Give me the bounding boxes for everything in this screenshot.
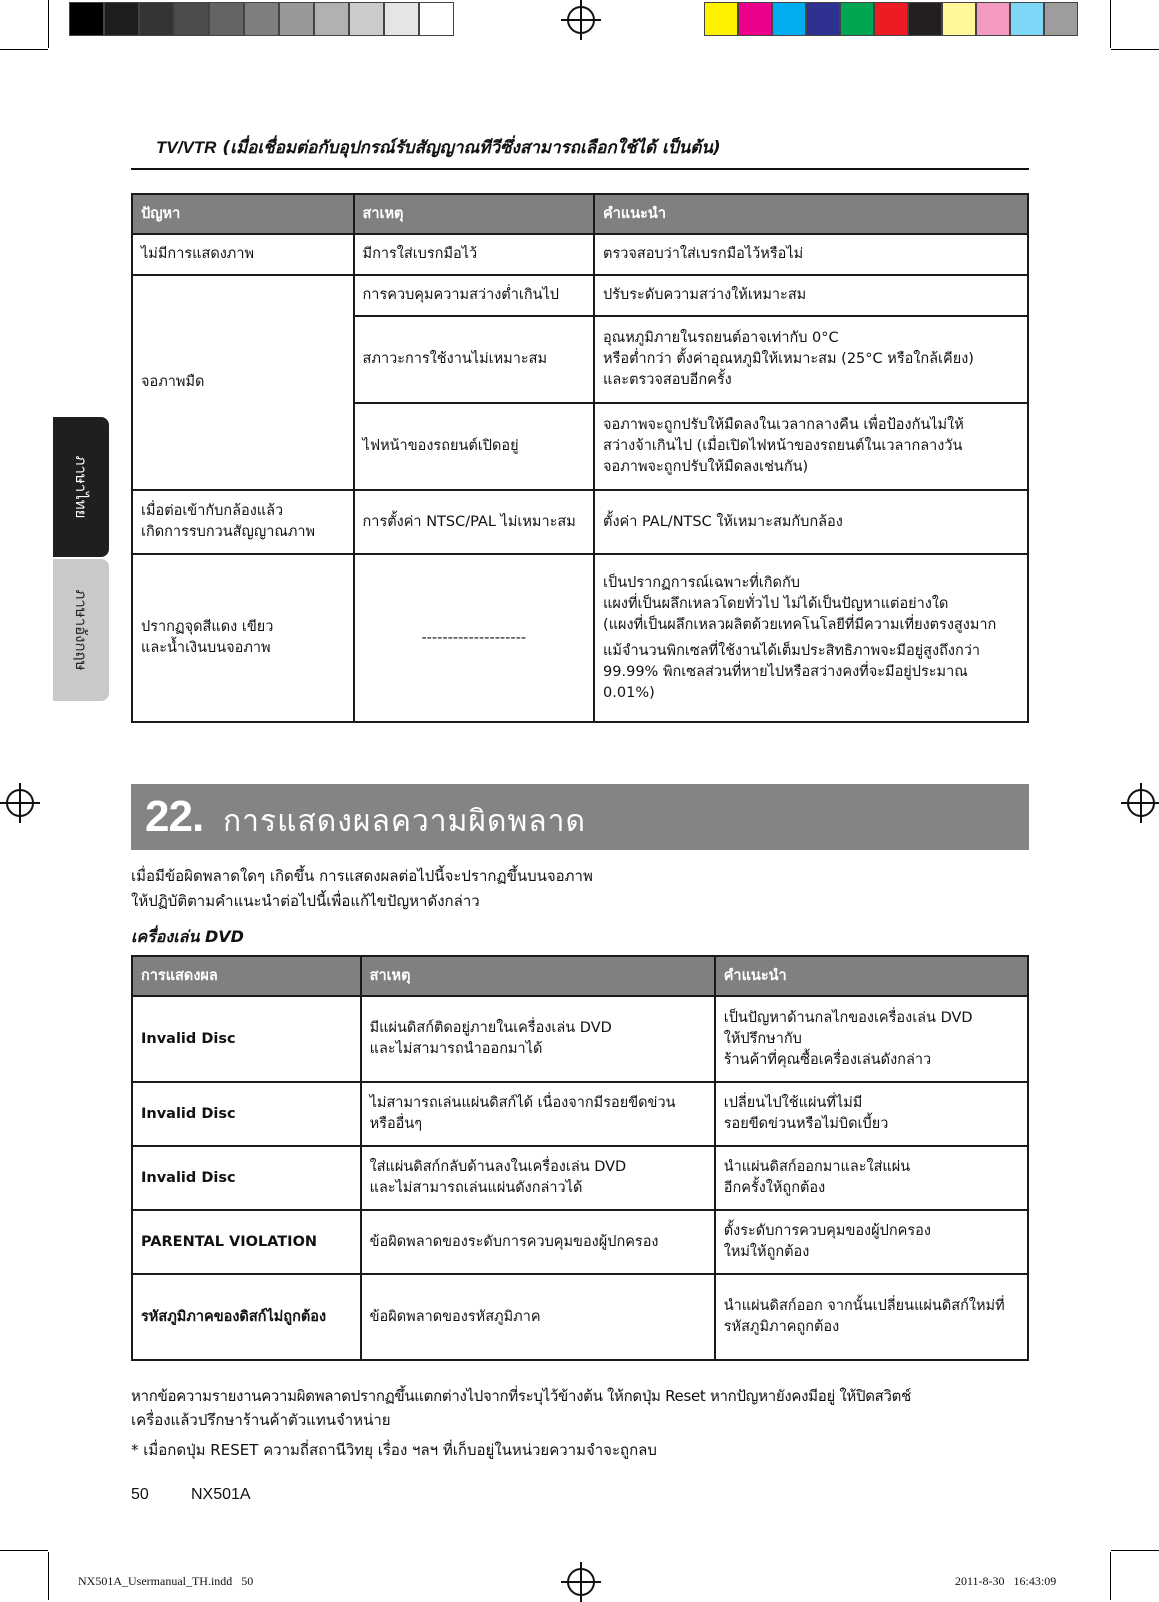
color-swatch <box>908 2 942 36</box>
remedy-line: รอยขีดข่วนหรือไม่บิดเบี้ยว <box>723 1116 889 1132</box>
color-swatch <box>738 2 772 36</box>
remedy-cell <box>594 403 1028 490</box>
crop-mark <box>0 49 48 50</box>
color-swatch <box>174 2 209 36</box>
color-swatch <box>314 2 349 36</box>
cause-line: หรืออื่นๆ <box>369 1116 423 1132</box>
remedy-line: จอภาพจะถูกปรับให้มืดลงเช่นกัน) <box>603 459 809 475</box>
dvd-error-table <box>131 955 1029 1361</box>
cause-cell <box>361 996 715 1082</box>
header-remedy: คำแนะนำ <box>594 194 1028 234</box>
remedy-line: ร้านค้าที่คุณซื้อเครื่องเล่นดังกล่าว <box>723 1051 932 1068</box>
remedy-line: หรือต่ำกว่า ตั้งค่าอุณหภูมิให้เหมาะสม (25°C หรือใกล้เคียง) <box>603 351 974 367</box>
color-swatch <box>279 2 314 36</box>
remedy-cell <box>715 996 1028 1082</box>
remedy-line: ตั้งระดับการควบคุมของผู้ปกครอง <box>723 1223 931 1239</box>
display-cell: Invalid Disc <box>132 1146 361 1210</box>
table-header-row <box>132 956 1028 996</box>
display-cell: Invalid Disc <box>132 1082 361 1146</box>
footer-note <box>131 1384 1031 1432</box>
color-swatch <box>772 2 806 36</box>
registration-mark-icon <box>567 6 595 34</box>
cause-cell <box>361 1082 715 1146</box>
cause-line: ใส่แผ่นดิสก์กลับด้านลงในเครื่องเล่น DVD <box>369 1159 627 1175</box>
display-cell: รหัสภูมิภาคของดิสก์ไม่ถูกต้อง <box>132 1274 361 1360</box>
remedy-line: รหัสภูมิภาคถูกต้อง <box>723 1319 840 1335</box>
cause-cell: การตั้งค่า NTSC/PAL ไม่เหมาะสม <box>354 490 595 554</box>
color-swatch <box>840 2 874 36</box>
table-header-row <box>132 194 1028 234</box>
remedy-line: อีกครั้งให้ถูกต้อง <box>723 1180 826 1196</box>
remedy-line: ให้ปรึกษากับ <box>723 1030 802 1047</box>
remedy-cell <box>715 1146 1028 1210</box>
remedy-cell <box>715 1210 1028 1274</box>
language-tab-thai-label: ภาษาไทย <box>72 455 90 519</box>
color-swatch <box>874 2 908 36</box>
problem-cell: จอภาพมืด <box>132 275 354 490</box>
cause-cell: สภาวะการใช้งานไม่เหมาะสม <box>354 316 595 403</box>
color-swatch <box>209 2 244 36</box>
remedy-cell: ปรับระดับความสว่างให้เหมาะสม <box>594 275 1028 316</box>
registration-mark-icon <box>6 789 34 817</box>
remedy-cell <box>715 1274 1028 1360</box>
tv-heading-th: (เมื่อเชื่อมต่อกับอุปกรณ์รับสัญญาณทีวีซึ่งสามารถเลือกใช้ได้ เป็นต้น) <box>222 138 721 158</box>
cause-line: มีแผ่นดิสก์ติดอยู่ภายในเครื่องเล่น DVD <box>369 1020 612 1036</box>
print-slug-date: 2011-8-30 <box>955 1574 1005 1588</box>
color-swatch <box>419 2 454 36</box>
crop-mark <box>1110 1552 1111 1600</box>
remedy-cell <box>594 316 1028 403</box>
cause-cell: มีการใส่เบรกมือไว้ <box>354 234 595 275</box>
color-swatch <box>976 2 1010 36</box>
table-row <box>132 490 1028 554</box>
crop-mark <box>0 1550 48 1551</box>
cause-line: ไม่สามารถเล่นแผ่นดิสก์ได้ เนื่องจากมีรอยขีดข่วน <box>369 1095 676 1111</box>
problem-line: เกิดการรบกวนสัญญาณภาพ <box>141 524 316 540</box>
crop-mark <box>48 0 49 48</box>
table-row <box>132 1082 1028 1146</box>
remedy-cell: ตั้งค่า PAL/NTSC ให้เหมาะสมกับกล้อง <box>594 490 1028 554</box>
header-remedy: คำแนะนำ <box>715 956 1028 996</box>
color-swatch <box>806 2 840 36</box>
crop-mark <box>1111 1550 1159 1551</box>
footer-note-line: หากข้อความรายงานความผิดพลาดปรากฏขึ้นแตกต่างไปจากที่ระบุไว้ข้างต้น ให้กดปุ่ม Reset หากปัญหายังคงมีอยู่ ให้ปิดสวิตช์ <box>131 1387 911 1405</box>
color-swatch <box>69 2 104 36</box>
color-swatch <box>384 2 419 36</box>
table-row <box>132 1274 1028 1360</box>
table-row <box>132 234 1028 275</box>
problem-cell <box>132 554 354 722</box>
cause-cell: ข้อผิดพลาดของรหัสภูมิภาค <box>361 1274 715 1360</box>
intro-line: ให้ปฏิบัติตามคำแนะนำต่อไปนี้เพื่อแก้ไขปัญหาดังกล่าว <box>131 892 480 910</box>
problem-line: เมื่อต่อเข้ากับกล้องแล้ว <box>141 503 284 519</box>
table-row <box>132 1146 1028 1210</box>
section-intro <box>131 864 593 914</box>
remedy-line: นำแผ่นดิสก์ออกมาและใส่แผ่น <box>723 1159 911 1175</box>
print-slug-file: NX501A_Usermanual_TH.indd 50 <box>78 1574 254 1588</box>
remedy-line: นำแผ่นดิสก์ออก จากนั้นเปลี่ยนแผ่นดิสก์ใหม่ที่ <box>723 1298 1005 1314</box>
registration-mark-icon <box>567 1568 595 1596</box>
cause-line: และไม่สามารถนำออกมาได้ <box>369 1041 543 1057</box>
problem-line: ปรากฏจุดสีแดง เขียว <box>141 619 274 635</box>
remedy-line: เปลี่ยนไปใช้แผ่นที่ไม่มี <box>723 1095 863 1111</box>
tv-section-heading <box>156 134 721 161</box>
tv-troubleshooting-table <box>131 193 1029 723</box>
intro-line: เมื่อมีข้อผิดพลาดใดๆ เกิดขึ้น การแสดงผลต่อไปนี้จะปรากฏขึ้นบนจอภาพ <box>131 867 593 885</box>
tv-heading-rule <box>131 168 1029 170</box>
color-swatch <box>1010 2 1044 36</box>
header-display: การแสดงผล <box>132 956 361 996</box>
language-tab-english-label: ภาษาอังกฤษ <box>72 589 90 671</box>
remedy-line: ใหม่ให้ถูกต้อง <box>723 1244 810 1260</box>
cause-line: และไม่สามารถเล่นแผ่นดังกล่าวได้ <box>369 1180 583 1196</box>
problem-line: และน้ำเงินบนจอภาพ <box>141 640 271 656</box>
color-swatch <box>139 2 174 36</box>
remedy-line: (แผงที่เป็นผลึกเหลวผลิตด้วยเทคโนโลยีที่มีความเที่ยงตรงสูงมาก <box>603 616 997 633</box>
crop-mark <box>48 1552 49 1600</box>
table-row <box>132 996 1028 1082</box>
footer-note-line: เครื่องแล้วปรึกษาร้านค้าตัวแทนจำหน่าย <box>131 1411 391 1429</box>
language-tab-thai[interactable] <box>53 417 109 557</box>
section-title: การแสดงผลความผิดพลาด <box>223 804 586 839</box>
problem-cell: ไม่มีการแสดงภาพ <box>132 234 354 275</box>
cause-cell: ข้อผิดพลาดของระดับการควบคุมของผู้ปกครอง <box>361 1210 715 1274</box>
cause-cell <box>361 1146 715 1210</box>
print-slug-datetime <box>955 1574 1056 1589</box>
model-name: NX501A <box>191 1486 251 1503</box>
crop-mark <box>1110 0 1111 48</box>
table-row <box>132 275 1028 316</box>
color-swatch <box>942 2 976 36</box>
table-row <box>132 1210 1028 1274</box>
header-cause: สาเหตุ <box>361 956 715 996</box>
color-swatch <box>104 2 139 36</box>
header-cause: สาเหตุ <box>354 194 595 234</box>
tv-heading-en: TV/VTR <box>156 138 217 157</box>
problem-cell <box>132 490 354 554</box>
dvd-heading: เครื่องเล่น DVD <box>131 927 244 946</box>
remedy-line: และตรวจสอบอีกครั้ง <box>603 372 732 388</box>
remedy-cell: ตรวจสอบว่าใส่เบรกมือไว้หรือไม่ <box>594 234 1028 275</box>
color-swatch <box>1044 2 1078 36</box>
footnote: * เมื่อกดปุ่ม RESET ความถี่สถานีวิทยุ เรื่อง ฯลฯ ที่เก็บอยู่ในหน่วยความจำจะถูกลบ <box>131 1441 657 1459</box>
display-cell: PARENTAL VIOLATION <box>132 1210 361 1274</box>
language-tab-english[interactable] <box>53 559 109 701</box>
cause-cell: -------------------- <box>354 554 595 722</box>
remedy-line: เป็นปัญหาด้านกลไกของเครื่องเล่น DVD <box>723 1009 973 1026</box>
header-problem: ปัญหา <box>132 194 354 234</box>
cause-cell: การควบคุมความสว่างต่ำเกินไป <box>354 275 595 316</box>
section-header <box>131 784 1029 850</box>
remedy-line: สว่างจ้าเกินไป (เมื่อเปิดไฟหน้าของรถยนต์ในเวลากลางวัน <box>603 438 963 454</box>
crop-mark <box>1111 49 1159 50</box>
cause-cell: ไฟหน้าของรถยนต์เปิดอยู่ <box>354 403 595 490</box>
remedy-cell <box>715 1082 1028 1146</box>
section-number: 22. <box>145 792 204 841</box>
remedy-cell <box>594 554 1028 722</box>
remedy-line: จอภาพจะถูกปรับให้มืดลงในเวลากลางคืน เพื่อป้องกันไม่ให้ <box>603 417 964 433</box>
color-swatch <box>704 2 738 36</box>
color-swatch <box>349 2 384 36</box>
color-swatch <box>244 2 279 36</box>
remedy-line: แม้จำนวนพิกเซลที่ใช้งานได้เต็มประสิทธิภาพจะมีอยู่สูงถึงกว่า <box>603 642 981 659</box>
display-cell: Invalid Disc <box>132 996 361 1082</box>
print-slug-time: 16:43:09 <box>1013 1574 1057 1588</box>
page-number: 50 <box>131 1486 149 1503</box>
remedy-line: อุณหภูมิภายในรถยนต์อาจเท่ากับ 0°C <box>603 330 839 346</box>
remedy-line: แผงที่เป็นผลึกเหลวโดยทั่วไป ไม่ได้เป็นปัญหาแต่อย่างใด <box>603 595 949 612</box>
table-row <box>132 554 1028 722</box>
registration-mark-icon <box>1127 789 1155 817</box>
remedy-line: 0.01%) <box>603 684 655 701</box>
remedy-line: 99.99% พิกเซลส่วนที่หายไปหรือสว่างคงที่จะมีอยู่ประมาณ <box>603 663 968 680</box>
remedy-line: เป็นปรากฏการณ์เฉพาะที่เกิดกับ <box>603 574 800 591</box>
